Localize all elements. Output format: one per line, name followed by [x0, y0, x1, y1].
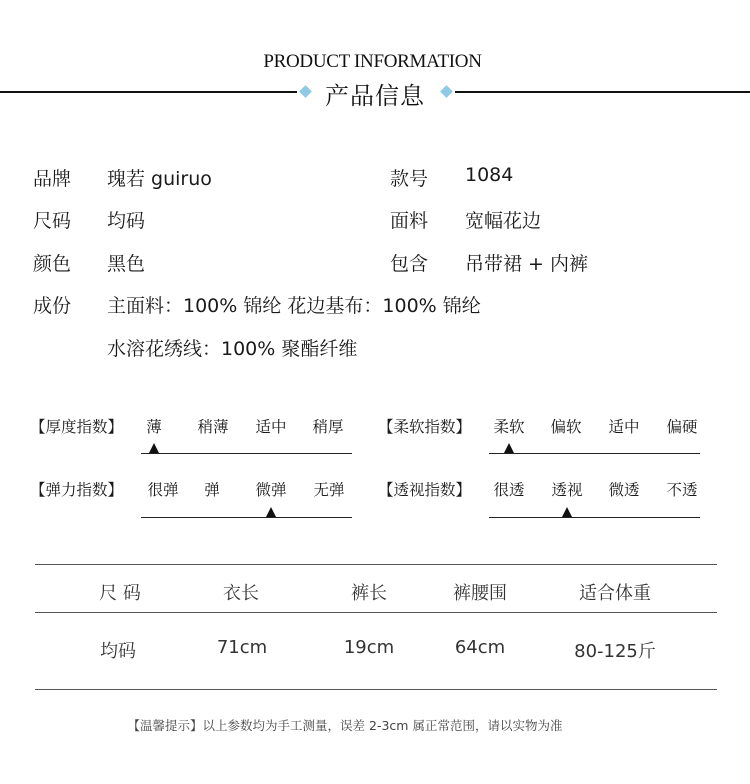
elasticity-option: 无弹	[313, 481, 345, 499]
color-value: 黑色	[107, 253, 146, 275]
color-label: 颜色	[33, 253, 72, 275]
table-top-border	[35, 564, 717, 565]
size-value: 均码	[107, 210, 146, 232]
elasticity-scale-line	[141, 517, 352, 518]
transparency-index-title: 【透视指数】	[378, 481, 472, 499]
thickness-scale-line	[141, 453, 352, 454]
table-cell-top-length: 71cm	[216, 637, 268, 658]
table-header-waist: 裤腰围	[453, 583, 507, 604]
softness-scale-line	[489, 453, 700, 454]
thickness-index-title: 【厚度指数】	[30, 418, 124, 436]
transparency-option: 微透	[608, 481, 640, 499]
table-header-shorts-length: 裤长	[351, 583, 387, 604]
fabric-value: 宽幅花边	[465, 210, 542, 232]
elasticity-index-title: 【弹力指数】	[30, 481, 124, 499]
elasticity-option: 很弹	[147, 481, 179, 499]
transparency-option: 很透	[493, 481, 525, 499]
includes-value: 吊带裙 + 内裤	[465, 253, 588, 275]
model-value: 1084	[465, 164, 514, 186]
softness-marker-icon	[504, 443, 514, 453]
composition-line-2: 水溶花绣线：100% 聚酯纤维	[107, 338, 358, 360]
thickness-option: 适中	[255, 418, 287, 436]
includes-label: 包含	[390, 253, 429, 275]
thickness-option: 薄	[146, 418, 162, 436]
composition-label: 成份	[33, 295, 72, 317]
model-label: 款号	[390, 168, 429, 190]
measurement-tip: 【温馨提示】以上参数均为手工测量，误差 2-3cm 属正常范围，请以实物为准	[127, 718, 563, 733]
thickness-option: 稍薄	[197, 418, 229, 436]
brand-value: 瑰若 guiruo	[107, 168, 212, 190]
elasticity-marker-icon	[266, 507, 276, 517]
softness-option: 柔软	[493, 418, 525, 436]
table-cell-waist: 64cm	[454, 637, 506, 658]
table-header-size: 尺 码	[99, 583, 141, 604]
table-header-top-length: 衣长	[223, 583, 259, 604]
softness-option: 偏硬	[666, 418, 698, 436]
transparency-option: 不透	[666, 481, 698, 499]
thickness-marker-icon	[149, 443, 159, 453]
elasticity-option: 弹	[204, 481, 220, 499]
table-cell-size: 均码	[100, 641, 136, 662]
softness-option: 偏软	[550, 418, 582, 436]
table-header-weight: 适合体重	[579, 583, 651, 604]
softness-option: 适中	[608, 418, 640, 436]
composition-line-1: 主面料：100% 锦纶 花边基布：100% 锦纶	[107, 295, 481, 317]
header-rule-right	[455, 91, 750, 93]
table-cell-weight: 80-125斤	[574, 641, 656, 662]
table-bottom-border	[35, 689, 717, 690]
table-cell-shorts-length: 19cm	[343, 637, 395, 658]
transparency-option: 透视	[551, 481, 583, 499]
fabric-label: 面料	[390, 210, 429, 232]
brand-label: 品牌	[33, 168, 72, 190]
section-title: 产品信息	[325, 82, 425, 110]
softness-index-title: 【柔软指数】	[378, 418, 472, 436]
transparency-marker-icon	[562, 507, 572, 517]
transparency-scale-line	[489, 517, 700, 518]
size-label: 尺码	[33, 210, 72, 232]
english-section-title: PRODUCT INFORMATION	[263, 51, 482, 72]
elasticity-option: 微弹	[255, 481, 287, 499]
thickness-option: 稍厚	[312, 418, 344, 436]
table-header-divider	[35, 612, 717, 613]
